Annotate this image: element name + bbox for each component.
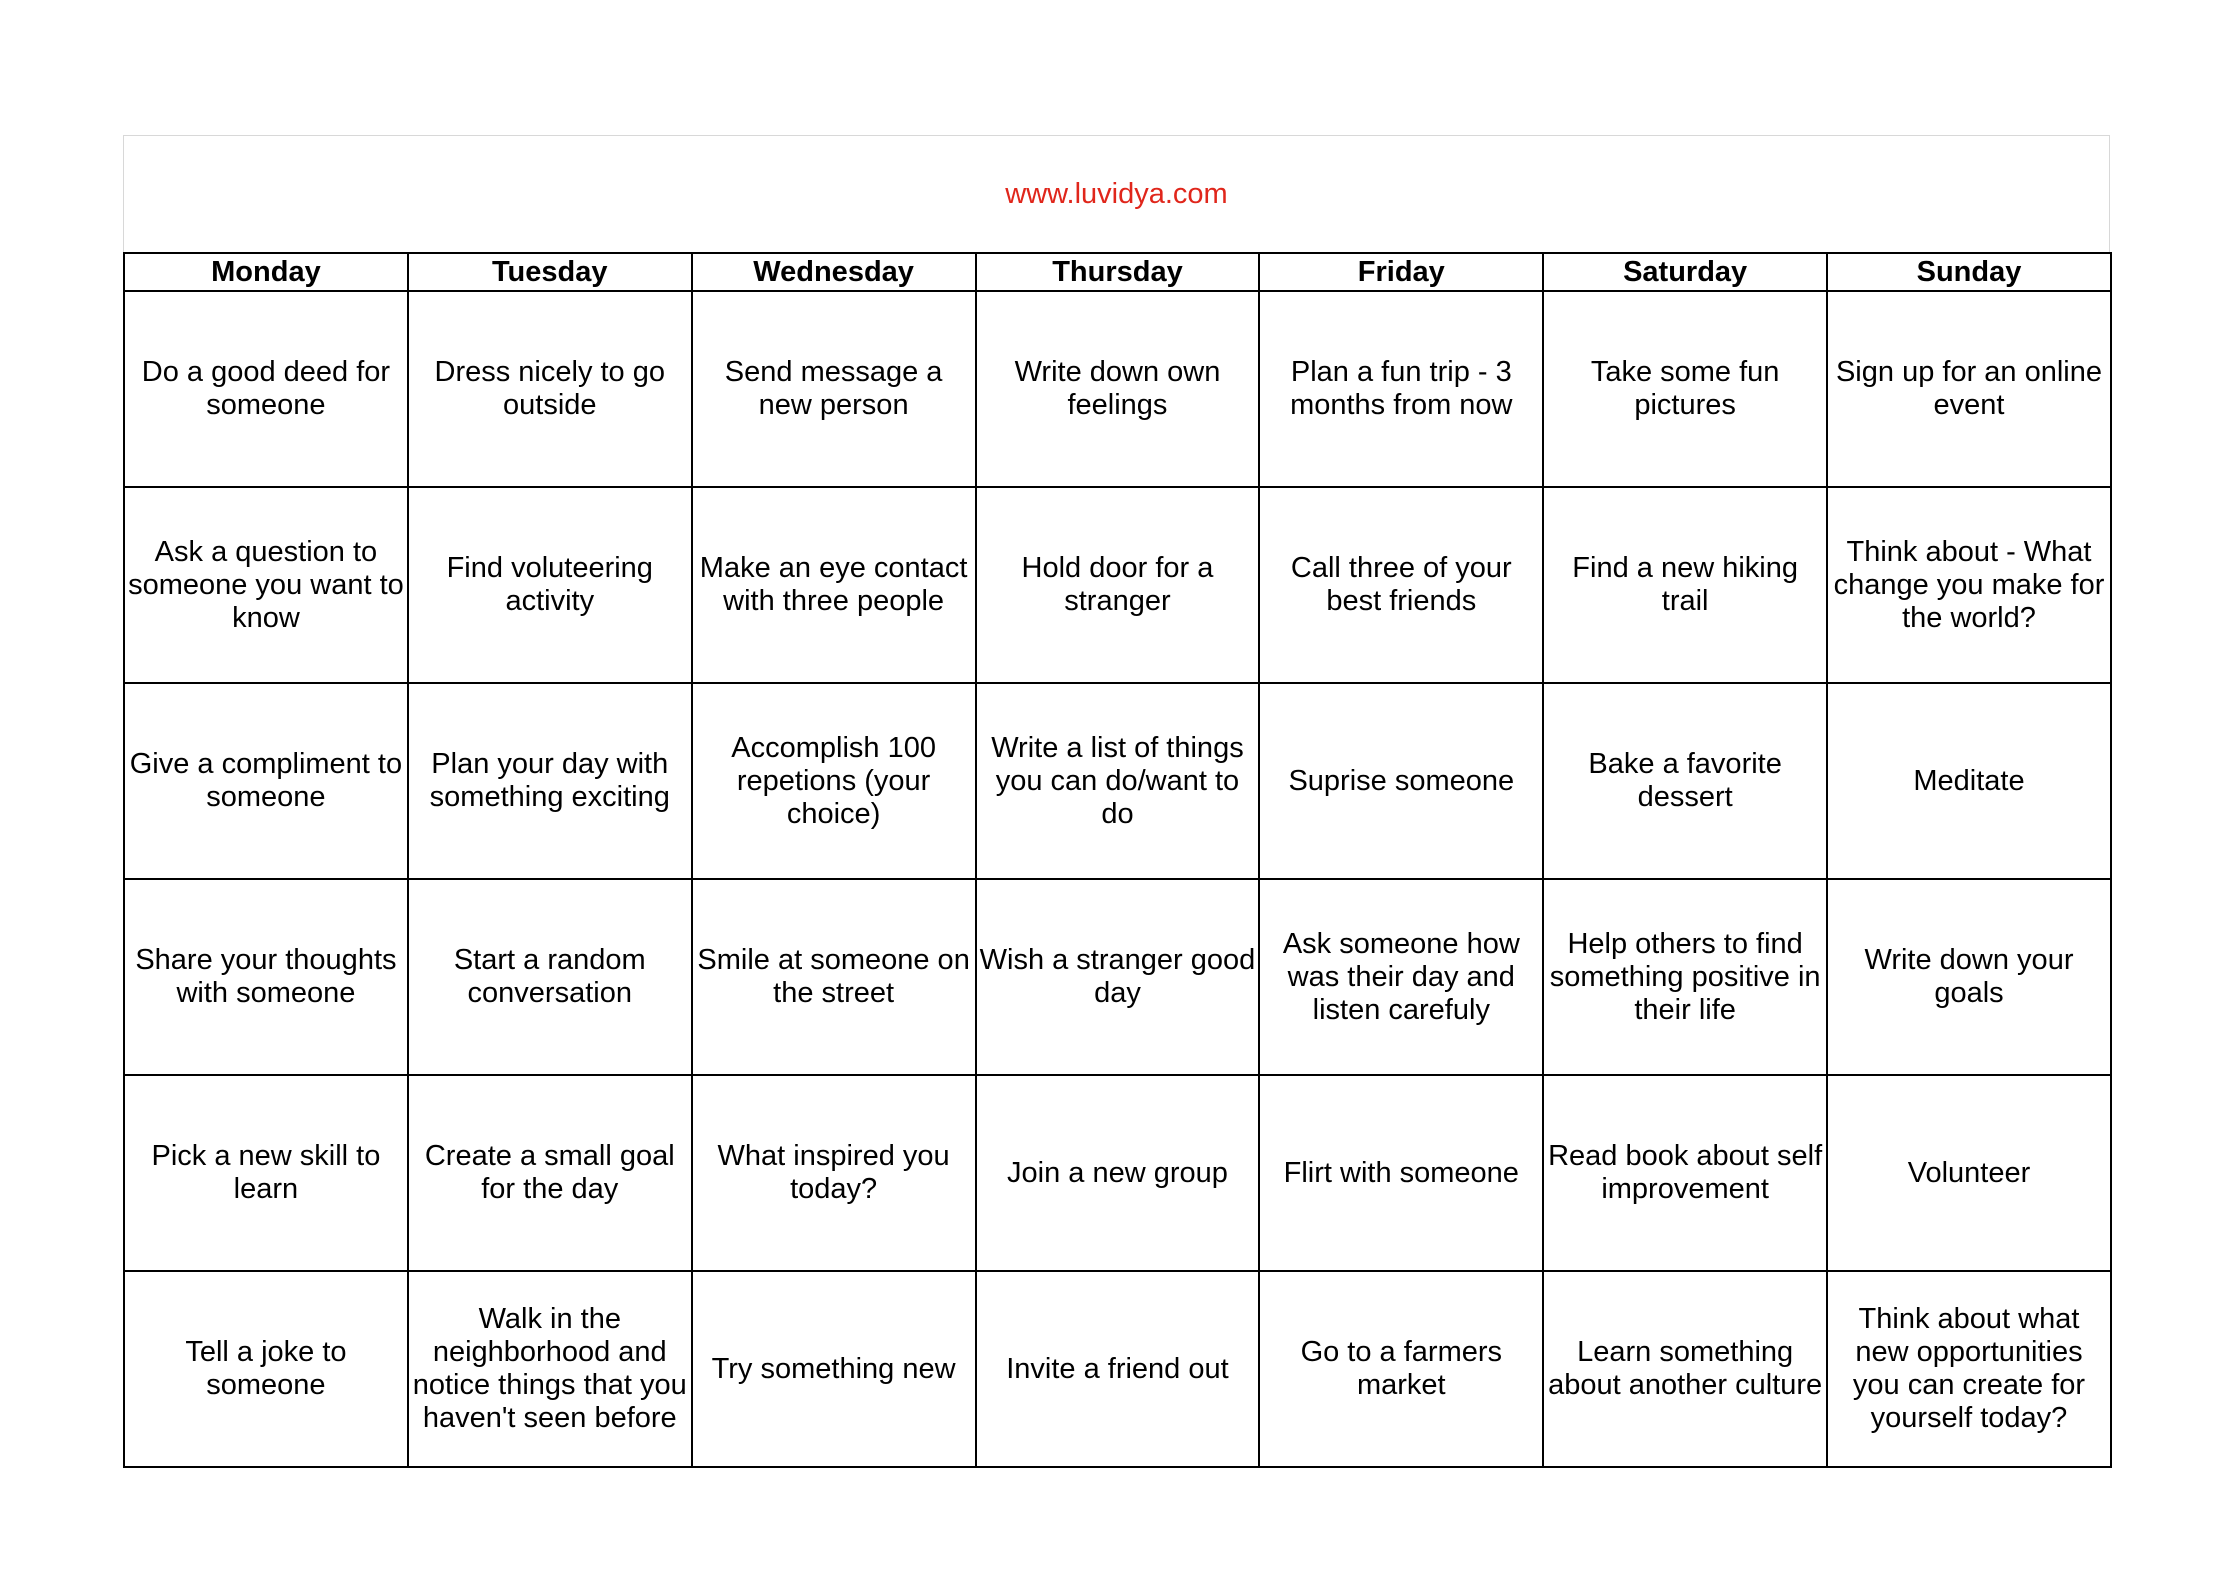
day-header-monday: Monday — [124, 253, 408, 291]
day-header-thursday: Thursday — [976, 253, 1260, 291]
activity-cell: Take some fun pictures — [1543, 291, 1827, 487]
day-header-tuesday: Tuesday — [408, 253, 692, 291]
week-row-4 — [124, 879, 2111, 1075]
activity-cell: Ask someone how was their day and listen carefuly — [1259, 879, 1543, 1075]
week-row-6 — [124, 1271, 2111, 1467]
activity-cell: Help others to find something positive in their life — [1543, 879, 1827, 1075]
activity-cell: Bake a favorite dessert — [1543, 683, 1827, 879]
activity-cell: Meditate — [1827, 683, 2111, 879]
activity-calendar-table — [123, 252, 2112, 1468]
activity-cell: Plan your day with something exciting — [408, 683, 692, 879]
day-header-friday: Friday — [1259, 253, 1543, 291]
activity-cell: Ask a question to someone you want to know — [124, 487, 408, 683]
activity-cell: Share your thoughts with someone — [124, 879, 408, 1075]
activity-cell: Make an eye contact with three people — [692, 487, 976, 683]
banner — [123, 135, 2110, 252]
activity-cell: Invite a friend out — [976, 1271, 1260, 1467]
activity-cell: Start a random conversation — [408, 879, 692, 1075]
website-link[interactable]: www.luvidya.com — [1005, 177, 1228, 210]
activity-cell: Smile at someone on the street — [692, 879, 976, 1075]
activity-cell: Find voluteering activity — [408, 487, 692, 683]
activity-cell: Plan a fun trip - 3 months from now — [1259, 291, 1543, 487]
week-row-3 — [124, 683, 2111, 879]
activity-cell: Try something new — [692, 1271, 976, 1467]
activity-cell: What inspired you today? — [692, 1075, 976, 1271]
activity-cell: Think about - What change you make for the world? — [1827, 487, 2111, 683]
activity-cell: Hold door for a stranger — [976, 487, 1260, 683]
activity-cell: Wish a stranger good day — [976, 879, 1260, 1075]
week-row-2 — [124, 487, 2111, 683]
day-header-sunday: Sunday — [1827, 253, 2111, 291]
activity-cell: Join a new group — [976, 1075, 1260, 1271]
activity-cell: Walk in the neighborhood and notice things that you haven't seen before — [408, 1271, 692, 1467]
activity-cell: Think about what new opportunities you can create for yourself today? — [1827, 1271, 2111, 1467]
activity-cell: Accomplish 100 repetions (your choice) — [692, 683, 976, 879]
activity-cell: Read book about self improvement — [1543, 1075, 1827, 1271]
activity-cell: Write a list of things you can do/want to do — [976, 683, 1260, 879]
day-header-row — [124, 253, 2111, 291]
activity-cell: Create a small goal for the day — [408, 1075, 692, 1271]
activity-cell: Suprise someone — [1259, 683, 1543, 879]
activity-cell: Call three of your best friends — [1259, 487, 1543, 683]
activity-cell: Find a new hiking trail — [1543, 487, 1827, 683]
day-header-wednesday: Wednesday — [692, 253, 976, 291]
calendar-sheet — [123, 135, 2110, 1468]
activity-cell: Write down own feelings — [976, 291, 1260, 487]
activity-cell: Give a compliment to someone — [124, 683, 408, 879]
activity-cell: Volunteer — [1827, 1075, 2111, 1271]
activity-cell: Dress nicely to go outside — [408, 291, 692, 487]
activity-cell: Learn something about another culture — [1543, 1271, 1827, 1467]
activity-cell: Go to a farmers market — [1259, 1271, 1543, 1467]
week-row-5 — [124, 1075, 2111, 1271]
activity-cell: Send message a new person — [692, 291, 976, 487]
activity-cell: Flirt with someone — [1259, 1075, 1543, 1271]
activity-cell: Write down your goals — [1827, 879, 2111, 1075]
day-header-saturday: Saturday — [1543, 253, 1827, 291]
activity-cell: Do a good deed for someone — [124, 291, 408, 487]
activity-cell: Sign up for an online event — [1827, 291, 2111, 487]
activity-cell: Pick a new skill to learn — [124, 1075, 408, 1271]
activity-cell: Tell a joke to someone — [124, 1271, 408, 1467]
week-row-1 — [124, 291, 2111, 487]
